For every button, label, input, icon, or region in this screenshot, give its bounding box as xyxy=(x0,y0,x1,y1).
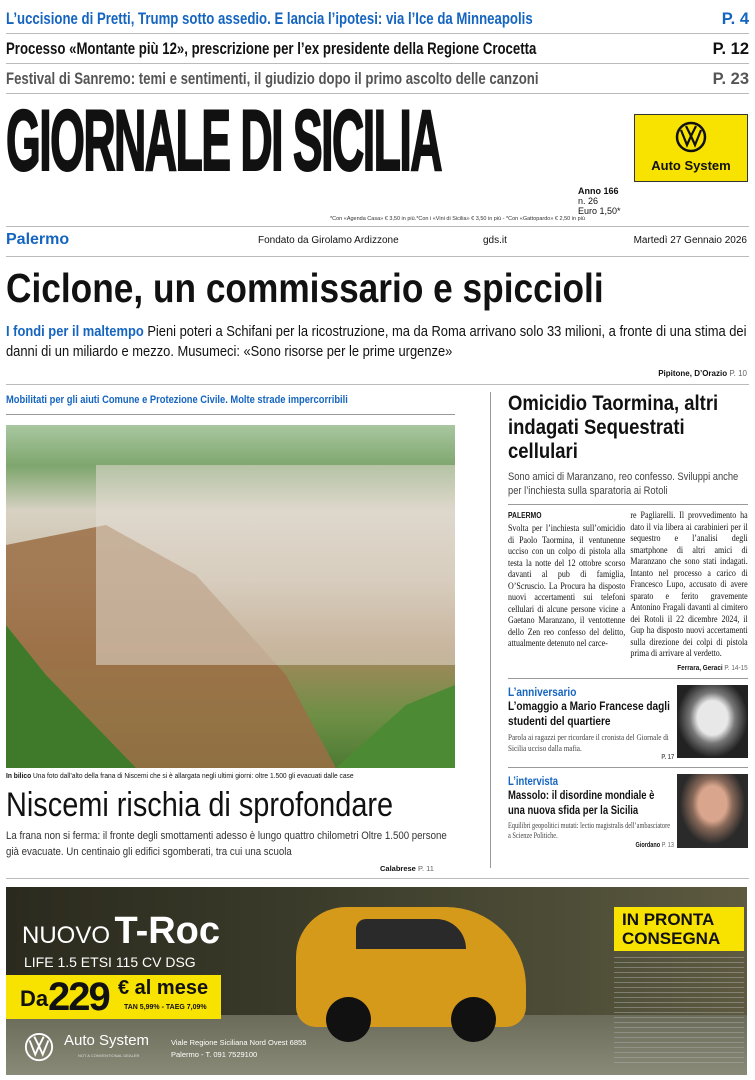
massolo-photo xyxy=(677,774,748,848)
teaser-page: P. 23 xyxy=(712,70,749,88)
caption-text: Una foto dall’alto della frana di Niscemi che si è allargata negli ultimi giorni: oltre 1.500 gli evacuati dalle case xyxy=(32,771,354,780)
page-ref: P. 11 xyxy=(417,864,434,873)
teaser-page: P. 4 xyxy=(721,10,749,28)
taormina-byline xyxy=(630,663,747,672)
taormina-body-col1: Svolta per l’inchiesta sull’omicidio di Paolo Taormina, il ventunenne ucciso con un colpo di pistola alla testa la notte del 12 ottobre scorso davanti al pub di famiglia, O’Scruscio. La Procura ha disposto nuovi accertamenti sui telefoni cellulari di alcune persone vicine a Gaetano Maranzano, il ventottenne dello Zen reo confesso del delitto, attualmente detenuto nel carce- xyxy=(508,524,626,649)
ad-model-name: T-Roc xyxy=(114,910,221,952)
founder: Fondato da Girolamo Ardizzone xyxy=(258,235,399,246)
intervista-headline[interactable]: Massolo: il disordine mondiale è una nuova sfida per la Sicilia xyxy=(508,787,655,817)
right-column xyxy=(508,392,748,849)
ad-address: Viale Regione Siciliana Nord Ovest 6855 xyxy=(171,1038,307,1047)
niscemi-byline xyxy=(380,864,434,873)
byline: Ferrara, Geraci xyxy=(677,662,723,672)
photo-caption xyxy=(6,771,354,780)
website-link[interactable]: gds.it xyxy=(483,235,507,246)
lead-headline[interactable]: Ciclone, un commissario e spiccioli xyxy=(6,265,604,311)
teaser-text: Festival di Sanremo: temi e sentimenti, il giudizio dopo il primo ascolto delle canzoni xyxy=(6,70,539,88)
caption-kicker: In bilico xyxy=(6,771,32,780)
taormina-summary: Sono amici di Maranzano, reo confesso. Sviluppi anche per l’inchiesta sulla sparatoria ai Rotoli xyxy=(508,471,739,497)
taormina-body xyxy=(508,511,748,672)
lead-kicker: I fondi per il maltempo xyxy=(6,323,144,340)
lead-summary: Pieni poteri a Schifani per la ricostruzione, ma da Roma arrivano solo 33 milioni, a fronte di una stima dei danni di un miliardo e mezzo. Musumeci: «Sono risorse per le prime urgenze» xyxy=(6,323,747,360)
ad-price-band xyxy=(6,975,221,1019)
prezzo: Euro 1,50* xyxy=(578,206,621,216)
teaser-page: P. 12 xyxy=(712,40,749,58)
intervista-kicker: L’intervista xyxy=(508,773,559,788)
ad-da: Da xyxy=(20,986,49,1011)
date: Martedì 27 Gennaio 2026 xyxy=(633,235,747,246)
vw-t-roc-ad[interactable] xyxy=(6,887,747,1075)
ad-badge: IN PRONTA CONSEGNA xyxy=(614,907,744,951)
teaser-2[interactable] xyxy=(6,34,749,64)
anno: Anno 166 xyxy=(578,186,619,196)
city-edition: Palermo xyxy=(6,231,70,248)
anniversario-headline[interactable]: L’omaggio a Mario Francese dagli studenti del quartiere xyxy=(508,698,670,728)
mario-francese-photo xyxy=(677,685,748,758)
lead-summary-block xyxy=(6,322,747,362)
vw-logo-icon xyxy=(675,121,707,153)
ad-dealer: Auto System xyxy=(64,1032,150,1049)
vw-logo-icon xyxy=(24,1032,54,1062)
ad-tagline: NOT A CONVENTIONAL DEALER xyxy=(78,1053,140,1058)
teaser-text: Processo «Montante più 12», prescrizione per l’ex presidente della Regione Crocetta xyxy=(6,40,537,58)
ad-trim: LIFE 1.5 ETSI 115 CV DSG xyxy=(24,954,196,970)
intervista-summary: Equilibri geopolitici mutati: lectio magistralis dell’ambasciatore a Scienze Politiche. xyxy=(508,820,670,840)
taormina-headline[interactable]: Omicidio Taormina, altri indagati Sequestrati cellulari xyxy=(508,392,719,463)
ad-fine-print xyxy=(614,957,744,1067)
page-ref: P. 14-15 xyxy=(724,662,748,672)
price-note: *Con «Agenda Casa» € 3,50 in più.*Con i «Vini di Sicilia» € 3,50 in più - *Con «Gattopardo» € 2,50 in più xyxy=(330,216,585,222)
ad-contact xyxy=(171,1037,306,1061)
niscemi-landslide-photo xyxy=(6,425,455,768)
anniversario-kicker: L’anniversario xyxy=(508,684,577,699)
intervista-byline xyxy=(508,842,674,849)
page-ref: P. 13 xyxy=(661,841,674,849)
ad-nuovo: NUOVO xyxy=(22,922,111,949)
ad-rates: TAN 5,99% - TAEG 7,09% xyxy=(124,1004,207,1011)
niscemi-headline[interactable]: Niscemi rischia di sprofondare xyxy=(6,786,394,824)
page-ref: P. 17 xyxy=(661,753,675,761)
ad-phone: Palermo - T. 091 7529100 xyxy=(171,1050,258,1059)
anniversario-block xyxy=(508,685,748,761)
issue-info xyxy=(578,186,621,216)
car-image xyxy=(296,907,526,1027)
byline: Giordano xyxy=(635,841,661,849)
masthead-title: GIORNALE DI SICILIA xyxy=(6,93,441,189)
numero: n. 26 xyxy=(578,196,599,206)
lead-byline xyxy=(658,369,747,378)
sponsor-name: Auto System xyxy=(651,158,731,173)
ad-unit: € al mese xyxy=(118,977,209,999)
intervista-block xyxy=(508,774,748,849)
byline: Pipitone, D’Orazio xyxy=(658,369,728,378)
dateline: PALERMO xyxy=(508,511,542,520)
page-ref: P. 10 xyxy=(729,369,747,378)
teaser-1[interactable] xyxy=(6,4,749,34)
taormina-body-col2: re Pagliarelli. Il provvedimento ha dato il via libera ai carabinieri per il sequestro e l’analisi degli smartphone di altri amici di Maranzano che sono stati indagati. Intanto nel processo a carico di Francesco Lupo, accusato di avere sparato e ferito gravemente Antonino Fragali davanti al cimitero dei Rotoli il 22 dicembre 2024, il Gup ha disposto nuovi accertamenti sulla direzione dei colpi di pistola prima di arrivare al verdetto. xyxy=(630,511,748,659)
teaser-text: L’uccisione di Pretti, Trump sotto assedio. E lancia l’ipotesi: via l’Ice da Minneapolis xyxy=(6,10,533,28)
teaser-3[interactable] xyxy=(6,64,749,94)
sponsor-logo xyxy=(634,114,748,182)
anniversario-summary: Parola ai ragazzi per ricordare il cronista del Giornale di Sicilia ucciso dalla mafia. xyxy=(508,731,669,753)
byline: Calabrese xyxy=(380,864,416,873)
niscemi-summary: La frana non si ferma: il fronte degli smottamenti adesso è lungo quattro chilometri Oltre 1.500 persone già evacuate. Un centinaio gli edifici sgomberati, tra cui una scuola xyxy=(6,830,447,858)
niscemi-overline: Mobilitati per gli aiuti Comune e Protezione Civile. Molte strade impercorribili xyxy=(6,394,348,406)
ad-price: 229 xyxy=(48,975,109,1019)
